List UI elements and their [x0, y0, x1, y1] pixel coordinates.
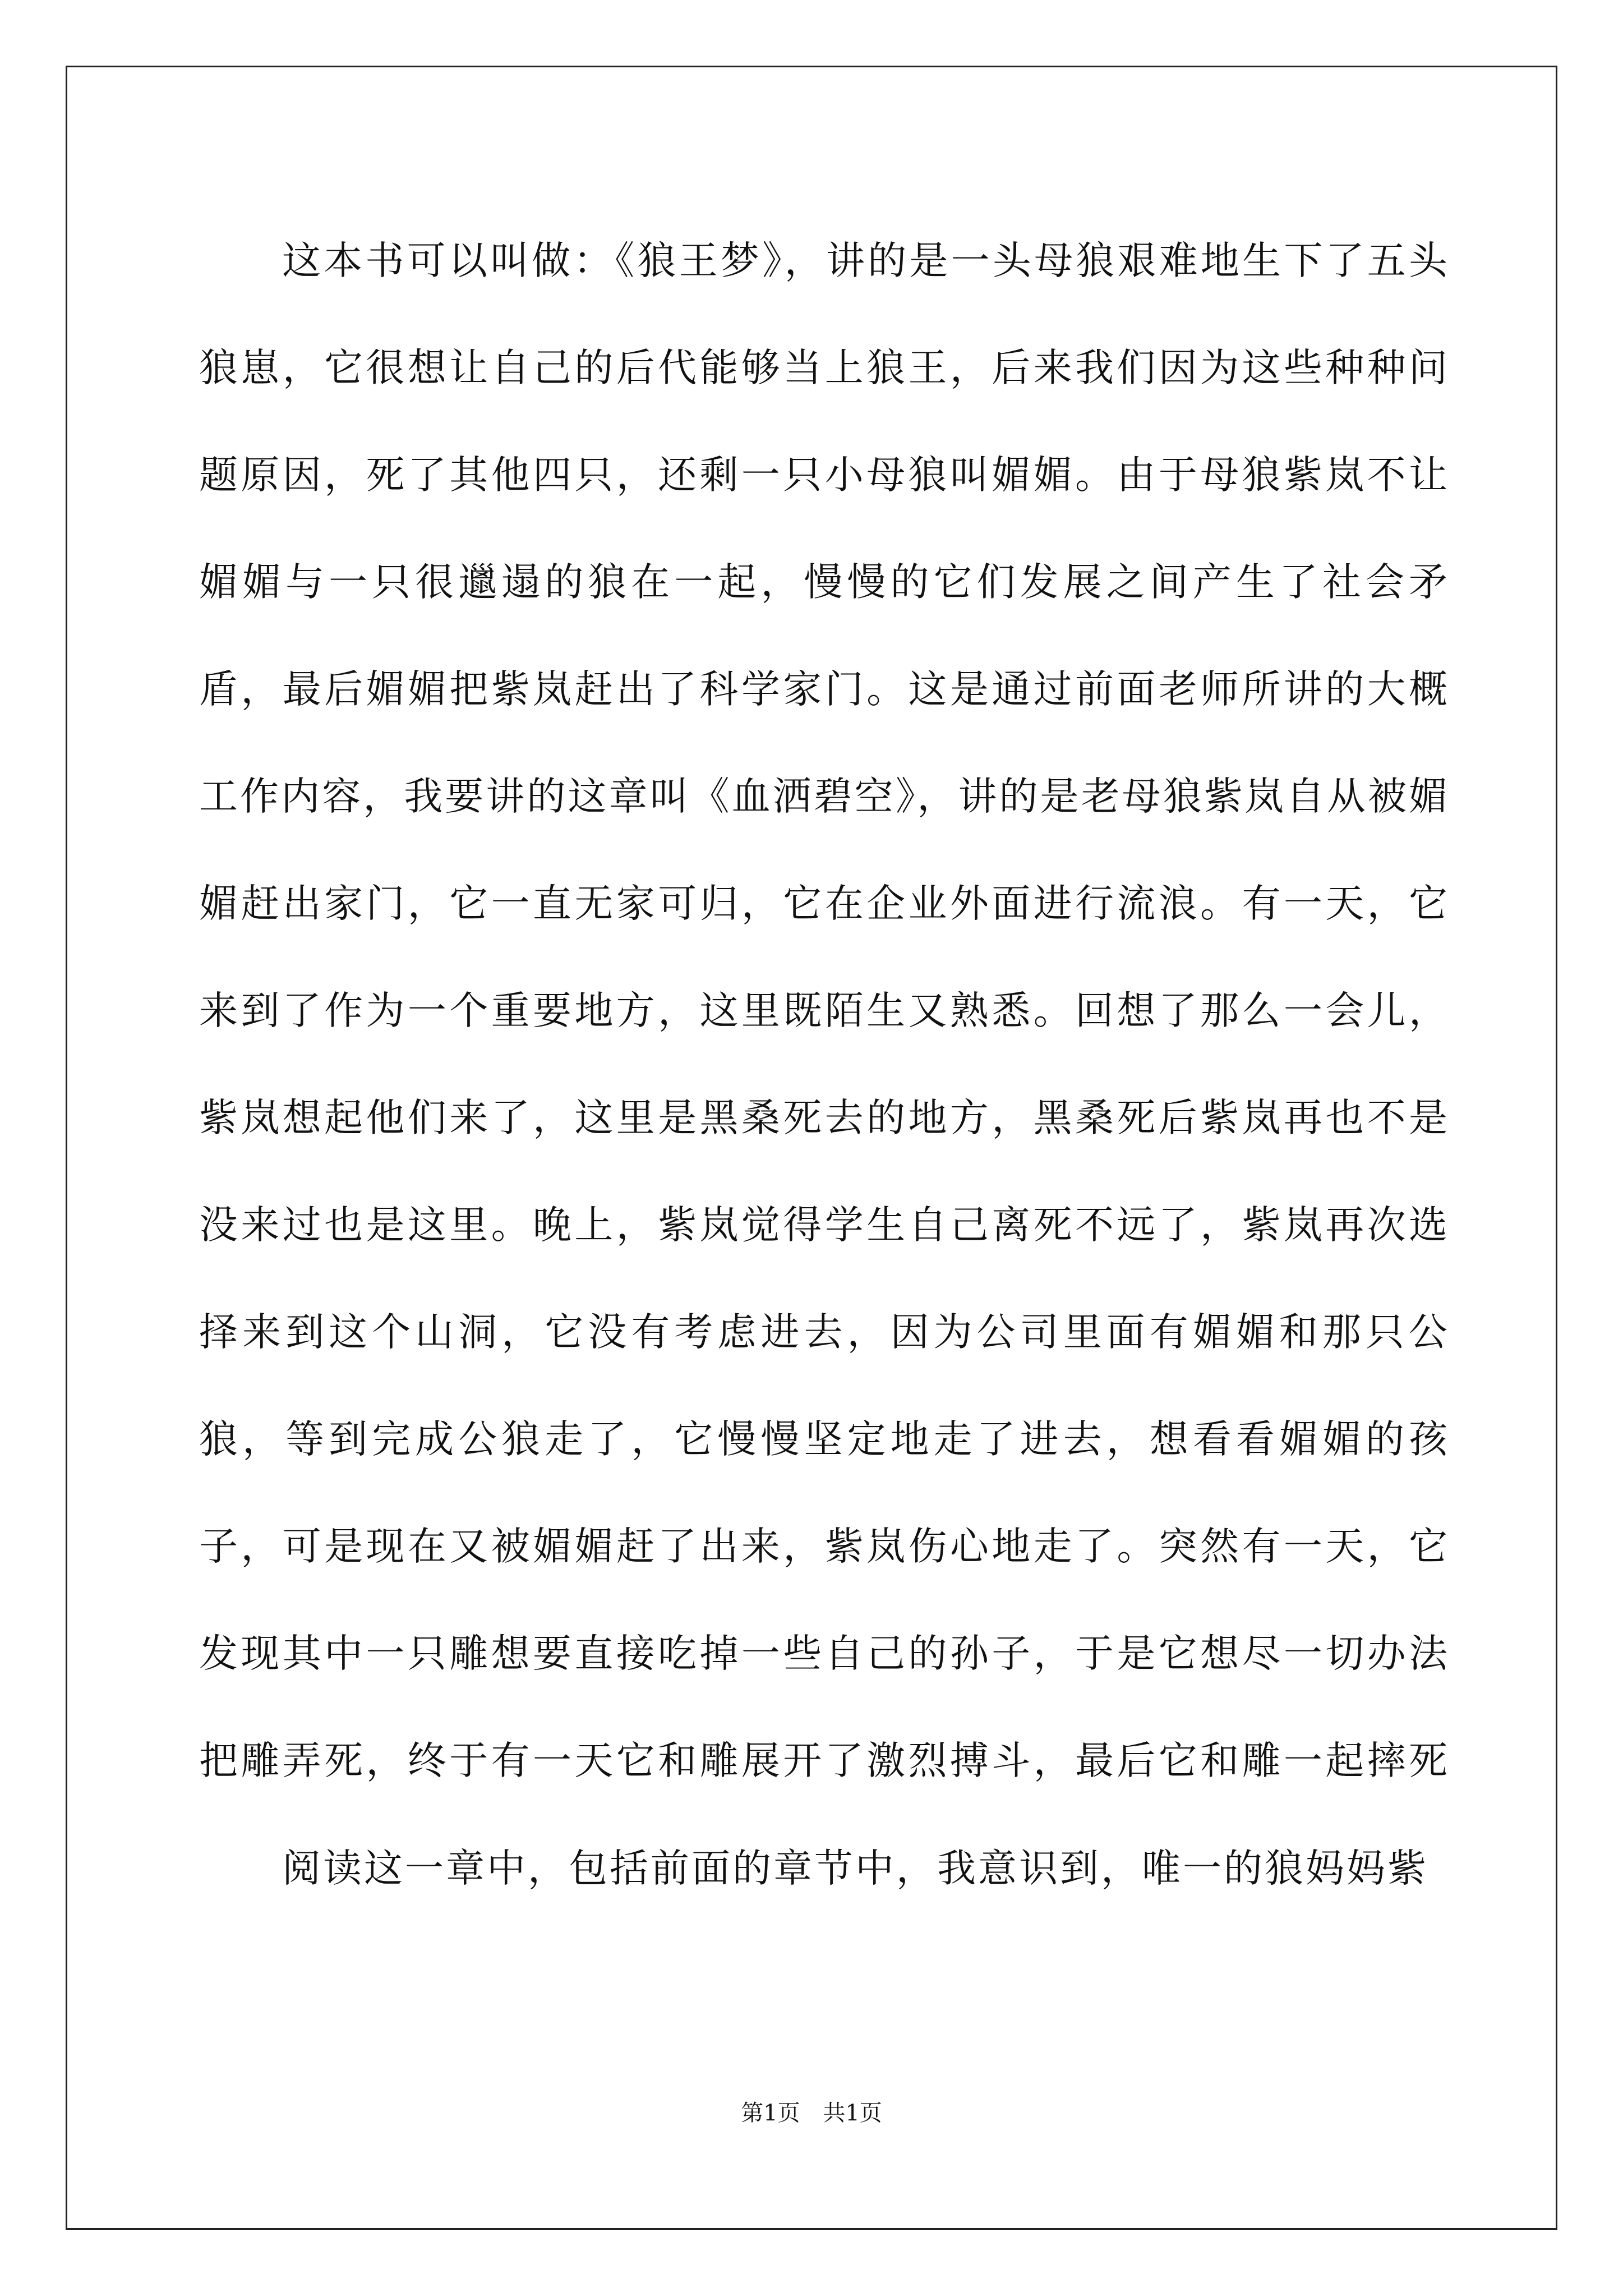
paragraph-1: 这本书可以叫做：《狼王梦》，讲的是一头母狼艰难地生下了五头狼崽，它很想让自己的后代能够当上狼王，后来我们因为这些种种问题原因，死了其他四只，还剩一只小母狼叫媚媚。由于母狼紫岚不让媚媚与一只很邋遢的狼在一起，慢慢的它们发展之间产生了社会矛盾，最后媚媚把紫岚赶出了科学家门。这是通过前面老师所讲的大概工作内容，我要讲的这章叫《血洒碧空》，讲的是老母狼紫岚自从被媚媚赶出家门，它一直无家可归，它在企业外面进行流浪。有一天，它来到了作为一个重要地方，这里既陌生又熟悉。回想了那么一会儿，紫岚想起他们来了，这里是黑桑死去的地方，黑桑死后紫岚再也不是没来过也是这里。晚上，紫岚觉得学生自己离死不远了，紫岚再次选择来到这个山洞，它没有考虑进去，因为公司里面有媚媚和那只公狼，等到完成公狼走了，它慢慢坚定地走了进去，想看看媚媚的孩子，可是现在又被媚媚赶了出来，紫岚伤心地走了。突然有一天，它发现其中一只雕想要直接吃掉一些自己的孙子，于是它想尽一切办法把雕弄死，终于有一天它和雕展开了激烈搏斗，最后它和雕一起摔死 — [199, 238, 1450, 1783]
page-current-label: 第1页 — [741, 2100, 800, 2126]
paragraph-2: 阅读这一章中，包括前面的章节中，我意识到，唯一的狼妈妈紫 — [282, 1846, 1428, 1891]
page-total-label: 共1页 — [823, 2100, 882, 2126]
page-footer — [0, 2095, 1623, 2127]
document-body — [199, 208, 1450, 1922]
